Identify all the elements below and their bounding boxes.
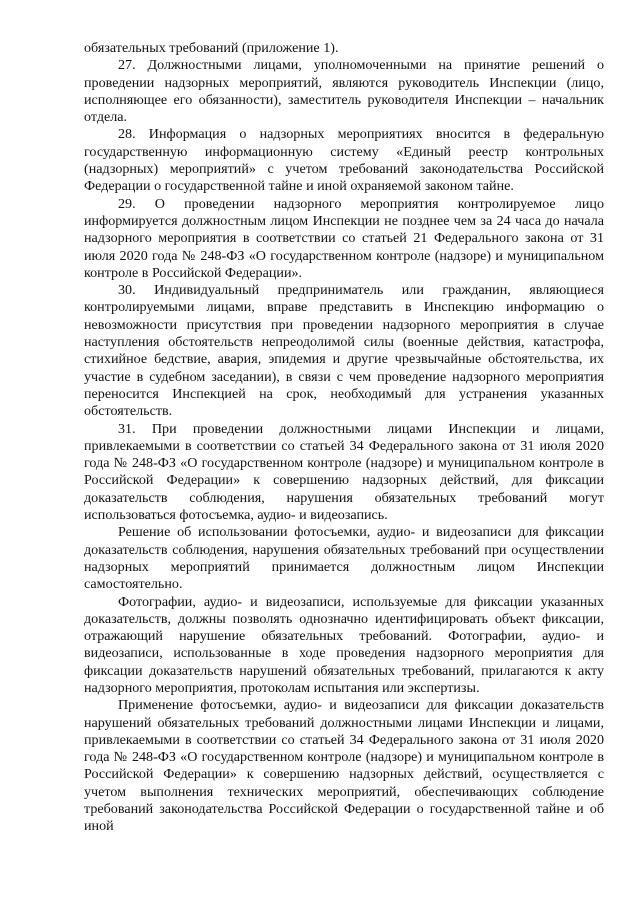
- paragraph-29: 29. О проведении надзорного мероприятия контролируемое лицо информируется должностным лицом Инспекции не позднее чем за 24 часа до начала надзорного мероприятия в соответствии со статьей 21 Федерального закона от 31 июля 2020 года № 248-ФЗ «О государственном контроле (надзоре) и муниципальном контроле в Российской Федерации».: [84, 195, 604, 281]
- paragraph-27: 27. Должностными лицами, уполномоченными на принятие решений о проведении надзорных мероприятий, являются руководитель Инспекции (лицо, исполняющее его обязанности), заместитель руководителя Инспекции – начальник отдела.: [84, 57, 604, 126]
- paragraph-continuation: обязательных требований (приложение 1).: [84, 40, 339, 56]
- paragraph-31-photos: Фотографии, аудио- и видеозаписи, используемые для фиксации указанных доказательств, должны позволять однозначно идентифицировать объект фиксации, отражающий нарушение обязательных требований. Фотографии, аудио- и видеозаписи, использованные в ходе проведения надзорного мероприятия для фиксации доказательств нарушений обязательных требований, прилагаются к акту надзорного мероприятия, протоколам испытания или экспертизы.: [84, 593, 604, 696]
- paragraph-31: 31. При проведении должностными лицами Инспекции и лицами, привлекаемыми в соответствии со статьей 34 Федерального закона от 31 июля 2020 года № 248-ФЗ «О государственном контроле (надзоре) и муниципальном контроле в Российской Федерации» к совершению надзорных действий, для фиксации доказательств соблюдения, нарушения обязательных требований могут использоваться фотосъемка, аудио- и видеозапись.: [84, 420, 604, 524]
- paragraph-31-decision: Решение об использовании фотосъемки, аудио- и видеозаписи для фиксации доказательств соблюдения, нарушения обязательных требований при осуществлении надзорных мероприятий принимается должностным лицом Инспекции самостоятельно.: [84, 524, 604, 593]
- paragraph-31-application: Применение фотосъемки, аудио- и видеозаписи для фиксации доказательств нарушений обязательных требований должностными лицами Инспекции и лицами, привлекаемыми в соответствии со статьей 34 Федерального закона от 31 июля 2020 года № 248-ФЗ «О государственном контроле (надзоре) и муниципальном контроле в Российской Федерации» к совершению надзорных действий, осуществляется с учетом выполнения технических мероприятий, обеспечивающих соблюдение требований законодательства Российской Федерации о государственной тайне и об иной: [84, 697, 604, 835]
- paragraph-28: 28. Информация о надзорных мероприятиях вносится в федеральную государственную информационную систему «Единый реестр контрольных (надзорных) мероприятий» с учетом требований законодательства Российской Федерации о государственной тайне и иной охраняемой законом тайне.: [84, 126, 604, 195]
- paragraph-30: 30. Индивидуальный предприниматель или гражданин, являющиеся контролируемыми лицами, вправе представить в Инспекцию информацию о невозможности присутствия при проведении надзорного мероприятия в случае наступления обстоятельств непреодолимой силы (военные действия, катастрофа, стихийное бедствие, авария, эпидемия и другие чрезвычайные обстоятельства, их участие в судебном заседании), в связи с чем проведение надзорного мероприятия переносится Инспекцией на срок, необходимый для устранения указанных обстоятельств.: [84, 282, 604, 420]
